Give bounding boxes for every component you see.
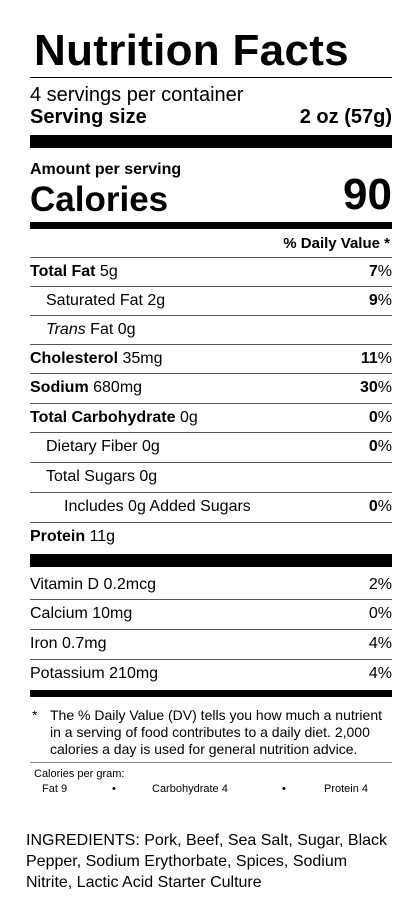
nutrient-row-trans-fat [30, 315, 392, 344]
pct-sign: % [377, 438, 392, 455]
nutrient-dv: 0 [368, 409, 378, 426]
calories-per-gram-divider [30, 762, 392, 763]
nutrient-row-total-carbohydrate [30, 403, 392, 432]
calories-label: Calories [30, 180, 169, 219]
vitamin-name: Iron 0.7mg [30, 635, 107, 652]
nutrient-amount: 5g [95, 263, 118, 280]
pct-sign: % [377, 498, 392, 515]
pct-sign: % [377, 350, 392, 367]
nutrient-name: Total Carbohydrate [30, 409, 176, 426]
nutrient-dv: 0 [368, 498, 378, 515]
nutrient-name: Trans [46, 321, 86, 338]
serving-size-label: Serving size [30, 106, 147, 128]
calories-per-gram-title: Calories per gram: [34, 768, 125, 780]
serving-size-value: 2 oz (57g) [299, 106, 392, 128]
nutrient-row-sodium [30, 373, 392, 402]
vitamin-row-iron [30, 629, 392, 658]
nutrient-amount: 680mg [88, 379, 143, 396]
footnote-text: The % Daily Value (DV) tells you how much a nutrient in a serving of food contributes to a daily diet. 2,000 calories a day is used for general nutrition advice. [50, 707, 382, 757]
vitamin-name: Calcium 10mg [30, 605, 133, 622]
medium-divider [30, 690, 392, 697]
nutrient-dv: 30 [359, 379, 378, 396]
nutrient-name: Sodium [30, 379, 89, 396]
nutrient-amount: 2g [142, 292, 166, 309]
pct-sign: % [377, 379, 392, 396]
nutrient-name: Total Fat [30, 263, 96, 280]
daily-value-footnote [30, 707, 388, 758]
pct-sign: % [377, 409, 392, 426]
thick-divider [30, 135, 392, 148]
nutrient-amount: 0g [137, 438, 160, 455]
vitamin-name: Potassium 210mg [30, 665, 159, 682]
cpg-protein: Protein 4 [324, 783, 369, 795]
nutrient-row-total-sugars [30, 462, 392, 491]
nutrient-name: Dietary Fiber [46, 438, 138, 455]
nutrient-dv: 11 [360, 350, 378, 367]
nutrient-name: Protein [30, 528, 86, 545]
nutrient-name: Cholesterol [30, 350, 119, 367]
vitamin-dv: 2% [368, 575, 392, 593]
thick-divider [30, 554, 392, 567]
vitamin-name: Vitamin D 0.2mcg [30, 575, 156, 593]
nutrient-amount: 0g [134, 468, 158, 485]
nutrient-row-saturated-fat [30, 286, 392, 315]
nutrient-name: Includes 0g Added Sugars [64, 498, 251, 515]
pct-sign: % [377, 263, 392, 280]
cpg-fat: Fat 9 [42, 783, 68, 795]
nutrient-amount: 35mg [118, 350, 163, 367]
nutrient-name: Saturated Fat [46, 292, 143, 309]
serving-size-row [30, 105, 392, 129]
vitamin-row-potassium [30, 659, 392, 688]
footnote-asterisk: * [32, 707, 38, 723]
nutrient-amount: Fat 0g [85, 321, 136, 338]
amount-per-serving: Amount per serving [30, 161, 182, 178]
calories-row [30, 170, 392, 219]
nutrient-row-cholesterol [30, 344, 392, 373]
servings-per-container: 4 servings per container [30, 84, 244, 106]
cpg-carbohydrate: Carbohydrate 4 [152, 783, 228, 795]
calories-value: 90 [343, 170, 392, 219]
daily-value-header: % Daily Value * [283, 235, 390, 252]
nutrient-dv: 9 [368, 292, 378, 309]
vitamin-dv: 4% [368, 665, 392, 682]
title-divider [30, 77, 392, 78]
cpg-bullet: • [282, 783, 286, 795]
vitamin-row-calcium [30, 599, 392, 628]
nutrient-row-dietary-fiber [30, 432, 392, 461]
nutrient-row-protein [30, 522, 392, 551]
medium-divider [30, 222, 392, 229]
nutrient-dv: 0 [368, 438, 378, 455]
nutrient-amount: 0g [175, 409, 198, 426]
cpg-bullet: • [112, 783, 116, 795]
vitamin-dv: 0% [368, 605, 392, 622]
vitamin-dv: 4% [368, 635, 392, 652]
nutrition-facts-label [22, 17, 398, 757]
pct-sign: % [377, 292, 392, 309]
nutrient-amount: 11g [85, 528, 116, 545]
nutrient-name: Total Sugars [46, 468, 135, 485]
nutrient-dv: 7 [368, 263, 378, 280]
label-title: Nutrition Facts [34, 26, 349, 75]
nutrient-row-added-sugars [30, 492, 392, 521]
ingredients-list: INGREDIENTS: Pork, Beef, Sea Salt, Sugar, Black Pepper, Sodium Erythorbate, Spices, Sodium Nitrite, Lactic Acid Starter Culture [26, 832, 388, 891]
nutrient-row-total-fat [30, 257, 392, 286]
vitamin-row-vitamin-d [30, 570, 392, 599]
